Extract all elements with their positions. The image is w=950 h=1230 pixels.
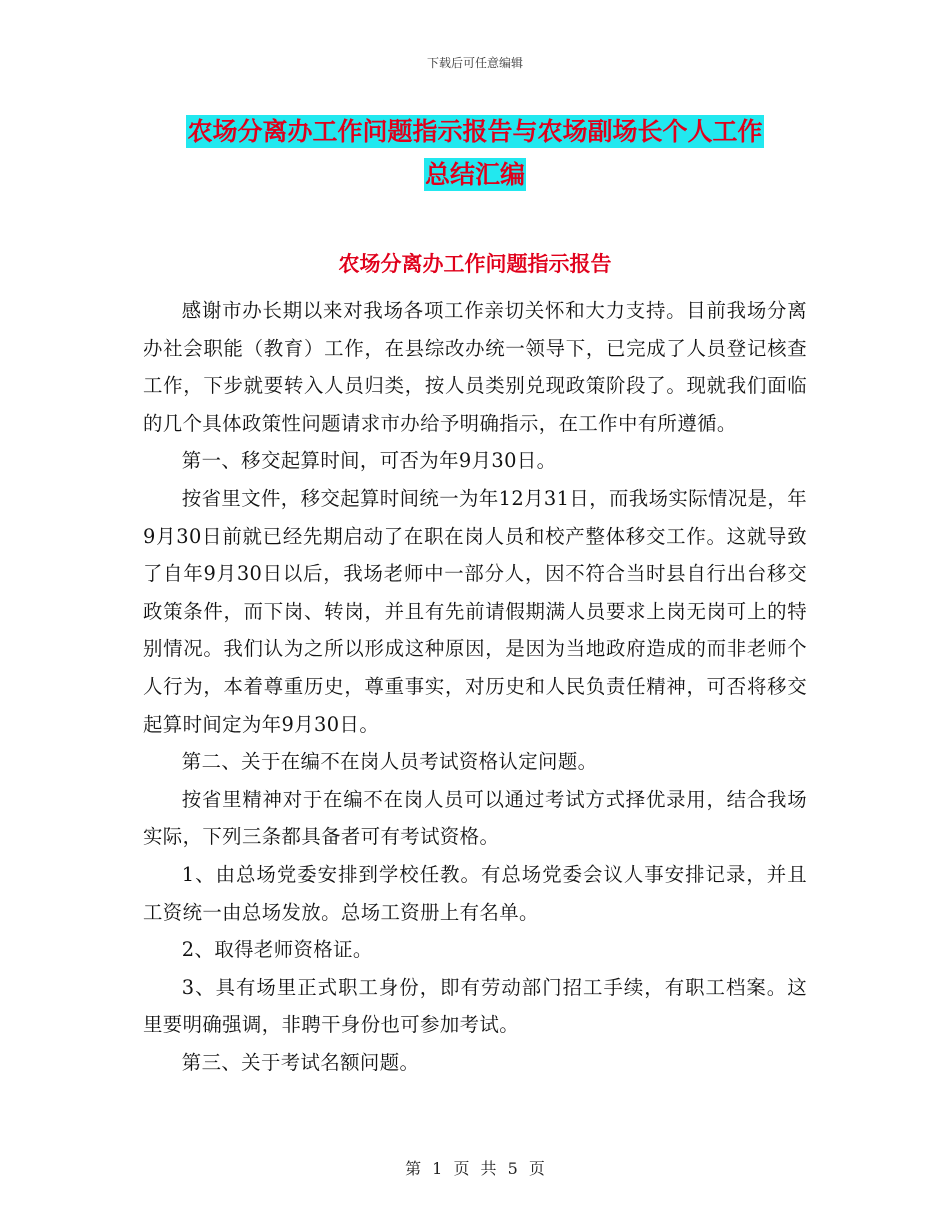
paragraph-point-2-detail: 按省里精神对于在编不在岗人员可以通过考试方式择优录用，结合我场实际，下列三条都具备者可有考试资格。 — [143, 787, 807, 849]
page-footer: 第 1 页 共 5 页 — [405, 1159, 545, 1178]
document-title-line-1: 农场分离办工作问题指示报告与农场副场长个人工作 — [187, 117, 763, 146]
paragraph-point-1-detail: 按省里文件，移交起算时间统一为年12月31日，而我场实际情况是，年9月30日前就已经先期启动了在职在岗人员和校产整体移交工作。这就导致了自年9月30日以后，我场老师中一部分人，因不符合当时县自行出台移交政策条件，而下岗、转岗，并且有先前请假期满人员要求上岗无岗可上的特别情况。我们认为之所以形成这种原因，是因为当地政府造成的而非老师个人行为，本着尊重历史，尊重事实，对历史和人民负责任精神，可否将移交起算时间定为年9月30日。 — [143, 486, 807, 736]
paragraph-point-3-heading: 第三、关于考试名额问题。 — [181, 1050, 420, 1074]
paragraph-intro: 感谢市办长期以来对我场各项工作亲切关怀和大力支持。目前我场分离办社会职能（教育）工作，在县综改办统一领导下，已完成了人员登记核查工作，下步就要转入人员归类，按人员类别兑现政策阶段了。现就我们面临的几个具体政策性问题请求市办给予明确指示，在工作中有所遵循。 — [143, 299, 807, 435]
section-title: 农场分离办工作问题指示报告 — [338, 252, 612, 276]
document-title — [150, 110, 800, 196]
paragraph-condition-2: 2、取得老师资格证。 — [181, 938, 373, 962]
paragraph-point-1-heading: 第一、移交起算时间，可否为年9月30日。 — [181, 449, 557, 473]
paragraph-point-2-heading: 第二、关于在编不在岗人员考试资格认定问题。 — [181, 750, 598, 774]
paragraph-condition-3: 3、具有场里正式职工身份，即有劳动部门招工手续，有职工档案。这里要明确强调，非聘干身份也可参加考试。 — [143, 975, 807, 1037]
paragraph-condition-1: 1、由总场党委安排到学校任教。有总场党委会议人事安排记录，并且工资统一由总场发放。总场工资册上有名单。 — [143, 862, 807, 924]
header-note: 下载后可任意编辑 — [426, 56, 523, 70]
document-title-line-2: 总结汇编 — [424, 160, 525, 189]
document-body — [143, 292, 807, 1081]
